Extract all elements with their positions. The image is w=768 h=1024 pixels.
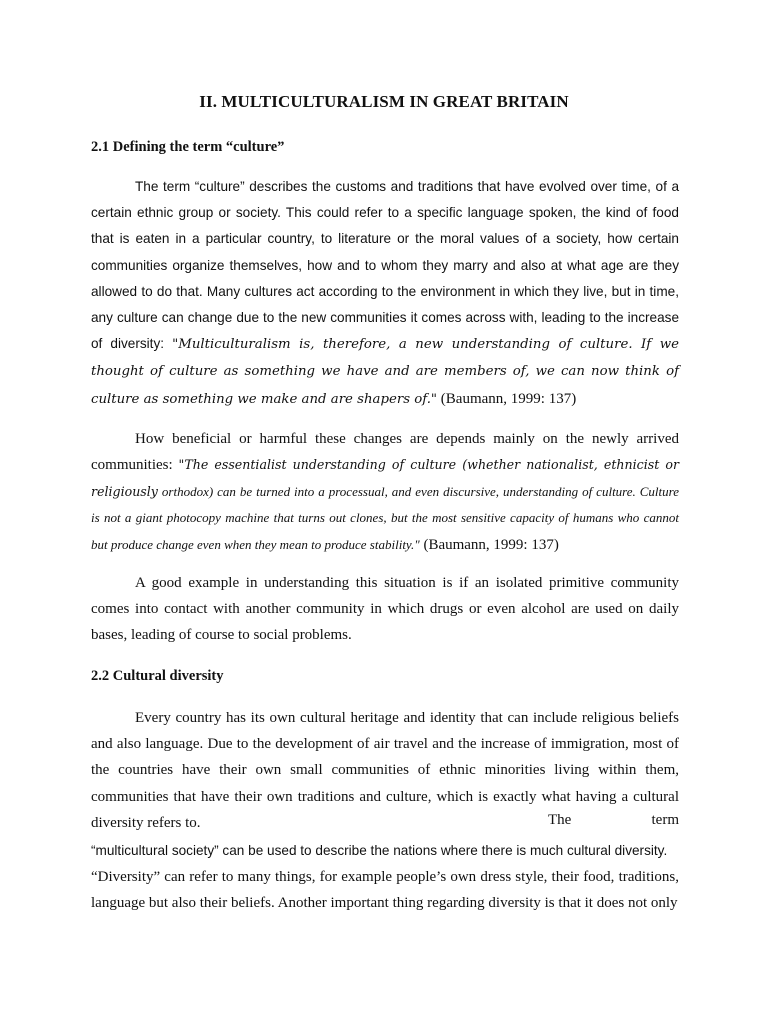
paragraph-tail-line — [548, 812, 679, 829]
section-heading-cultural-diversity: 2.2 Cultural diversity — [91, 668, 224, 684]
paragraph-text-rest: “Diversity” can refer to many things, for example people’s own dress style, their food, traditions, language but also their beliefs. Another important thing regarding diversity is that it does not only — [91, 869, 679, 912]
quotation-continued: orthodox) can be turned into a processual, and even discursive, understanding of culture. Culture is not a giant photocopy machine that turns out clones, but the most sensitive capacity of humans who cannot but produce change even when they mean to produce stability." — [91, 483, 679, 552]
quotation: "The essentialist understanding of culture (whether nationalist, ethnicist or religiously — [91, 457, 679, 499]
paragraph-text: Every country has its own cultural heritage and identity that can include religious beliefs and also language. Due to the development of air travel and the increase of immigration, most of the countries have their own small communities of ethnic minorities living within them, communities that have their own traditions and culture, which is exactly what having a cultural diversity refers to. — [91, 710, 679, 831]
page-title: II. MULTICULTURALISM IN GREAT BRITAIN — [199, 92, 569, 111]
citation: (Baumann, 1999: 137) — [437, 390, 577, 407]
paragraph-multicultural-society — [91, 838, 679, 917]
paragraph-changes — [91, 427, 679, 558]
paragraph-text: The term “culture” describes the customs and traditions that have evolved over time, of a certain ethnic group or society. This could refer to a specific language spoken, the kind of food that is eaten in a particular country, to literature or the moral values of a society, how certain communities organize themselves, how and to whom they marry and also at what age are they allowed to do that. Many cultures act according to the environment in which they live, but in time, any culture can change due to the new communities it comes across with, leading to the increase of diversity: — [91, 179, 679, 352]
paragraph-text: How beneficial or harmful these changes are depends mainly on the newly arrived communities: — [91, 431, 679, 474]
paragraph-example — [91, 570, 679, 649]
section-heading-defining-culture: 2.1 Defining the term “culture” — [91, 139, 285, 155]
quotation: "Multiculturalism is, therefore, a new understanding of culture. If we thought of culture as something we have and are members of, we can now think of culture as something we make and are shapers of." — [91, 337, 679, 407]
paragraph-culture-definition — [91, 174, 679, 413]
citation: (Baumann, 1999: 137) — [419, 536, 559, 553]
paragraph-text-line1: “multicultural society” can be used to describe the nations where there is much cultural diversity. — [91, 843, 668, 858]
tail-words: The term — [548, 812, 679, 828]
paragraph-text: A good example in understanding this situation is if an isolated primitive community comes into contact with another community in which drugs or even alcohol are used on daily bases, leading of course to social problems. — [91, 575, 679, 644]
